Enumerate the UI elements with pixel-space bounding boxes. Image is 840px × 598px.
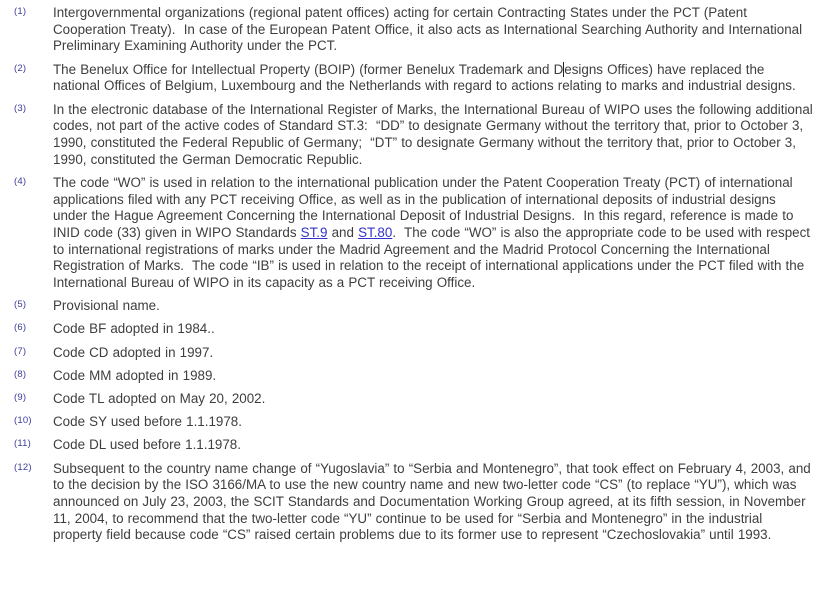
footnote-text (53, 62, 821, 95)
footnote-row (0, 102, 840, 169)
footnote-text-segment: esigns Offices) have replaced the national Offices of Belgium, Luxembourg and the Netherlands with regard to actions relating to marks and industrial designs. (53, 61, 796, 94)
footnote-text-segment: Intergovernmental organizations (regional patent offices) acting for certain Contracting States under the PCT (Patent Cooperation Treaty). In case of the European Patent Office, it also acts as International Searching Authority and International Preliminary Examining Authority under the PCT. (53, 5, 807, 54)
standard-link[interactable]: ST.9 (300, 224, 328, 240)
footnote-text-segment: Code CD adopted in 1997. (53, 344, 214, 360)
footnote-text (53, 391, 821, 408)
footnote-marker: (12) (14, 461, 32, 473)
footnote-marker: (7) (14, 345, 27, 357)
footnote-marker: (8) (14, 368, 27, 380)
footnote-row (0, 414, 840, 431)
footnote-text (53, 368, 821, 385)
footnote-row (0, 391, 840, 408)
footnote-row (0, 321, 840, 338)
footnote-text (53, 102, 821, 169)
footnote-text-segment: The Benelux Office for Intellectual Property (BOIP) (former Benelux Trademark and D (53, 61, 564, 77)
footnote-text-segment: Provisional name. (53, 298, 160, 314)
footnote-text (53, 298, 821, 315)
footnote-text (53, 414, 821, 431)
footnote-text-segment: and (327, 224, 359, 240)
footnote-marker: (3) (14, 102, 27, 114)
footnote-marker: (9) (14, 392, 27, 404)
footnote-marker: (1) (14, 6, 27, 17)
footnote-row (0, 298, 840, 315)
footnote-text-segment: Code MM adopted in 1989. (53, 367, 217, 383)
footnote-text-segment: Subsequent to the country name change of “Yugoslavia” to “Serbia and Montenegro”, that took effect on February 4, 2003, and to the decision by the ISO 3166/MA to use the new country name and new two-letter code “CS” (to replace “YU”), which was announced on July 23, 2003, the SCIT Standards and Documentation Working Group agreed, at its fifth session, in November 11, 2004, to recommend that the two-letter code “YU” continue to be used for “Serbia and Montenegro” in the industrial property field because code “CS” raised certain problems due to its former use to represent “Czechoslovakia” until 1993. (53, 460, 815, 543)
footnote-text (53, 461, 821, 545)
footnote-row (0, 175, 840, 292)
footnote-text-segment: Code TL adopted on May 20, 2002. (53, 391, 266, 407)
footnote-row (0, 368, 840, 385)
footnote-marker: (6) (14, 322, 27, 334)
footnote-text-segment: Code SY used before 1.1.1978. (53, 414, 242, 430)
footnote-marker: (2) (14, 62, 27, 74)
footnote-row (0, 5, 840, 55)
footnote-text (53, 5, 821, 55)
footnote-marker: (11) (14, 438, 31, 450)
footnote-row (0, 62, 840, 95)
footnote-text-segment: In the electronic database of the International Register of Marks, the International Bureau of WIPO uses the following additional codes, not part of the active codes of Standard ST.3: “DD” to designate Germany without the territory that, prior to October 3, 1990, constituted the Federal Republic of Germany; “DT” to designate Germany without the territory that, prior to October 3, 1990, constituted the German Democratic Republic. (53, 101, 817, 167)
footnote-text (53, 321, 821, 338)
footnote-row (0, 437, 840, 454)
standard-link[interactable]: ST.80 (358, 224, 393, 240)
footnote-text (53, 175, 821, 292)
footnote-marker: (4) (14, 175, 27, 187)
footnote-marker: (5) (14, 299, 27, 311)
footnote-text (53, 345, 821, 362)
footnote-text-segment: Code DL used before 1.1.1978. (53, 437, 241, 453)
footnotes-list (0, 5, 840, 544)
footnote-text-segment: Code BF adopted in 1984.. (53, 321, 215, 337)
footnote-row (0, 461, 840, 545)
footnote-row (0, 345, 840, 362)
footnote-text (53, 437, 821, 454)
footnote-marker: (10) (14, 415, 32, 427)
footnote-text-segment: . The code “WO” is also the appropriate code to be used with respect to international registrations of marks under the Madrid Agreement and the Madrid Protocol Concerning the International Registration of Marks. The code “IB” is used in relation to the receipt of international applications under the PCT filed with the International Bureau of WIPO in its capacity as a PCT receiving Office. (53, 224, 815, 291)
footnote-text-segment: The code “WO” is used in relation to the international publication under the Patent Cooperation Treaty (PCT) of international applications filed with any PCT receiving Office, as well as in the publication of international deposits of industrial designs under the Hague Agreement Concerning the International Deposit of Industrial Designs. In this regard, reference is made to INID code (33) given in WIPO Standards (53, 174, 798, 240)
